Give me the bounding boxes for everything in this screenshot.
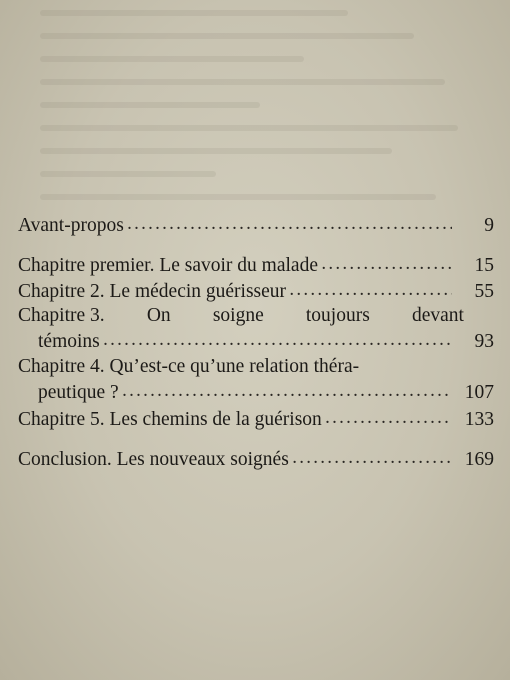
- toc-title-line: Chapitre 4. Qu’est-ce qu’une relation théra-: [18, 356, 360, 377]
- dot-leader: [326, 406, 452, 432]
- toc-page-number: 107: [464, 382, 494, 403]
- toc-page-number: 93: [474, 331, 494, 352]
- toc-entry-chapitre-5[interactable]: [18, 406, 494, 432]
- toc-title: Conclusion. Les nouveaux soignés: [18, 449, 289, 470]
- toc-title: Chapitre 5. Les chemins de la guérison: [18, 409, 322, 430]
- toc-entry-chapitre-2[interactable]: [18, 278, 494, 304]
- dot-leader: [293, 446, 452, 472]
- toc-title-continuation: témoins: [38, 331, 100, 352]
- show-through-text: [40, 10, 480, 217]
- toc-entry-chapitre-4[interactable]: [18, 355, 494, 405]
- toc-title: Avant-propos: [18, 215, 124, 236]
- toc-entry-conclusion[interactable]: [18, 446, 494, 472]
- table-of-contents: [18, 212, 494, 472]
- toc-page-number: 55: [474, 281, 494, 302]
- dot-leader: [123, 379, 452, 405]
- toc-entry-avant-propos[interactable]: [18, 212, 494, 238]
- dot-leader: [322, 252, 452, 278]
- dot-leader: [290, 278, 452, 304]
- toc-title: Chapitre 2. Le médecin guérisseur: [18, 281, 287, 302]
- toc-title-line: Chapitre 3. On soigne toujours devant: [18, 305, 464, 326]
- toc-title: Chapitre premier. Le savoir du malade: [18, 255, 318, 276]
- toc-page-number: 169: [464, 449, 494, 470]
- toc-entry-chapitre-1[interactable]: [18, 252, 494, 278]
- toc-entry-chapitre-3[interactable]: [18, 304, 494, 354]
- toc-title-continuation: peutique ?: [38, 382, 119, 403]
- dot-leader: [128, 212, 452, 238]
- toc-page-number: 133: [464, 409, 494, 430]
- toc-page-number: 9: [484, 215, 494, 236]
- toc-page-number: 15: [474, 255, 494, 276]
- dot-leader: [104, 328, 452, 354]
